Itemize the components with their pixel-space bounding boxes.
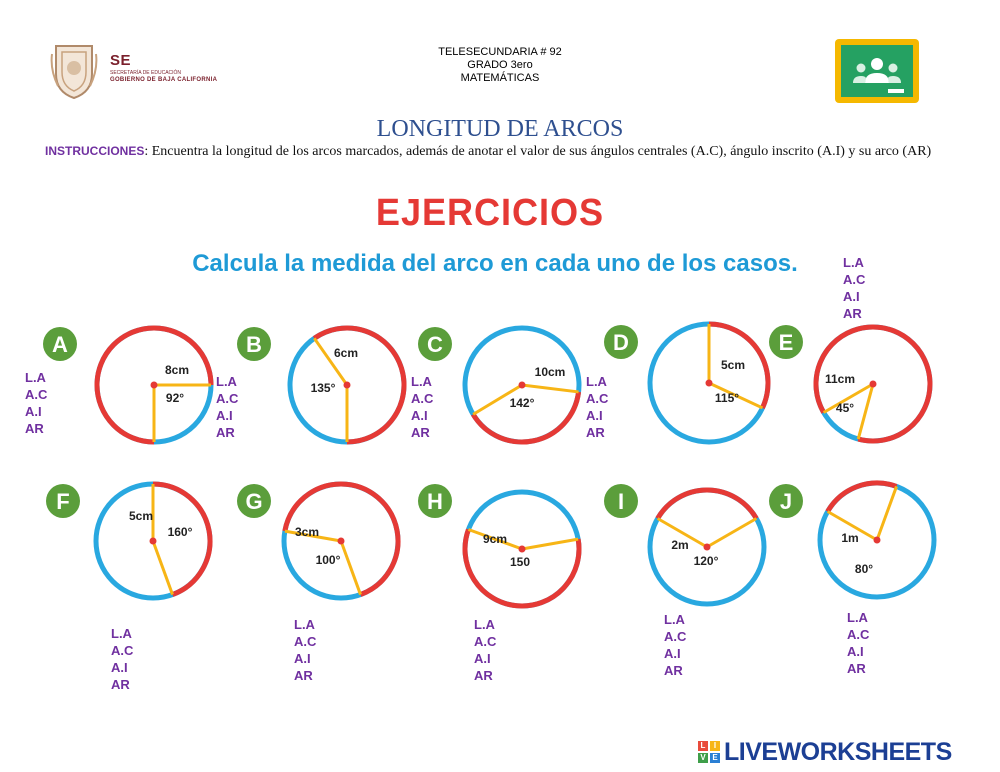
radius-label-j: 1m bbox=[841, 531, 859, 545]
label-ar: AR bbox=[25, 421, 44, 436]
badge-letter-f: F bbox=[56, 489, 70, 514]
center-dot-e bbox=[870, 381, 877, 388]
badge-letter-b: B bbox=[246, 332, 262, 357]
school-name: TELESECUNDARIA # 92 bbox=[438, 46, 562, 58]
center-dot-d bbox=[706, 380, 713, 387]
label-la: L.A bbox=[25, 370, 46, 385]
badge-letter-c: C bbox=[427, 332, 443, 357]
label-ai: A.I bbox=[111, 660, 128, 675]
radius-line-c bbox=[522, 385, 579, 392]
radius-label-h: 9cm bbox=[482, 532, 508, 546]
label-ac: A.C bbox=[474, 634, 497, 649]
radius-label-i: 2m bbox=[671, 538, 689, 552]
answer-labels-b bbox=[216, 373, 238, 441]
badge-letter-a: A bbox=[52, 332, 68, 357]
label-la: L.A bbox=[586, 374, 607, 389]
label-la: L.A bbox=[294, 617, 315, 632]
label-ai: A.I bbox=[216, 408, 233, 423]
badge-letter-i: I bbox=[617, 489, 625, 514]
center-dot-c bbox=[519, 382, 526, 389]
radius-label-d: 5cm bbox=[720, 358, 746, 372]
label-ai: A.I bbox=[411, 408, 428, 423]
arc-i bbox=[658, 490, 757, 519]
brand-square-v: V bbox=[698, 753, 708, 763]
label-la: L.A bbox=[111, 626, 132, 641]
center-dot-f bbox=[150, 538, 157, 545]
label-ar: AR bbox=[664, 663, 683, 678]
angle-label-f: 160° bbox=[167, 525, 193, 539]
label-ar: AR bbox=[294, 668, 313, 683]
se-subtitle: SECRETARÍA DE EDUCACIÓN bbox=[110, 70, 182, 76]
badge-letter-d: D bbox=[613, 330, 629, 355]
radius-line-h bbox=[522, 539, 578, 549]
label-ai: A.I bbox=[664, 646, 681, 661]
label-ac: A.C bbox=[216, 391, 239, 406]
answer-labels-e bbox=[843, 254, 865, 322]
arc-f bbox=[153, 484, 210, 595]
answer-labels-d bbox=[586, 373, 608, 441]
grade-label: GRADO 3ero bbox=[467, 59, 533, 71]
brand-square-e: E bbox=[710, 753, 720, 763]
radius-line-g-2 bbox=[341, 541, 360, 595]
label-ai: A.I bbox=[294, 651, 311, 666]
se-government: GOBIERNO DE BAJA CALIFORNIA bbox=[110, 77, 218, 83]
radius-label-g: 3cm bbox=[294, 525, 320, 539]
label-ar: AR bbox=[216, 425, 235, 440]
radius-label-a: 8cm bbox=[164, 363, 190, 377]
label-ar: AR bbox=[847, 661, 866, 676]
angle-label-g: 100° bbox=[315, 553, 341, 567]
radius-label-f: 5cm bbox=[128, 509, 154, 523]
exercises-title: EJERCICIOS bbox=[375, 192, 605, 234]
label-ac: A.C bbox=[847, 627, 870, 642]
label-la: L.A bbox=[474, 617, 495, 632]
label-ac: A.C bbox=[111, 643, 134, 658]
angle-label-d: 115° bbox=[714, 391, 740, 405]
label-la: L.A bbox=[847, 610, 868, 625]
instructions-label: INSTRUCCIONES bbox=[45, 144, 145, 158]
brand-name: LIVEWORKSHEETS bbox=[724, 738, 952, 766]
angle-label-i: 120° bbox=[693, 554, 719, 568]
label-la: L.A bbox=[411, 374, 432, 389]
badge-letter-j: J bbox=[779, 489, 793, 514]
label-ar: AR bbox=[586, 425, 605, 440]
label-ar: AR bbox=[474, 668, 493, 683]
liveworksheets-logo bbox=[698, 738, 994, 768]
answer-labels-h bbox=[474, 616, 496, 684]
instructions-text: : Encuentra la longitud de los arcos marcados, además de anotar el valor de sus ángulos centrales (A.C), ángulo inscrito (A.I) y su arco (AR) bbox=[144, 144, 932, 159]
brand-square-i: I bbox=[710, 741, 720, 751]
center-dot-j bbox=[874, 537, 881, 544]
answer-labels-f bbox=[111, 625, 133, 693]
subject-label: MATEMÁTICAS bbox=[460, 72, 540, 84]
label-ai: A.I bbox=[474, 651, 491, 666]
radius-line-f-2 bbox=[153, 541, 172, 595]
answer-labels-i bbox=[664, 611, 686, 679]
center-dot-g bbox=[338, 538, 345, 545]
badge-letter-g: G bbox=[245, 489, 263, 514]
label-ac: A.C bbox=[25, 387, 48, 402]
label-ac: A.C bbox=[294, 634, 317, 649]
label-ar: AR bbox=[411, 425, 430, 440]
answer-labels-c bbox=[411, 373, 433, 441]
radius-label-c: 10cm bbox=[534, 365, 566, 379]
badge-letter-e: E bbox=[778, 330, 794, 355]
angle-label-h: 150 bbox=[509, 555, 531, 569]
center-dot-i bbox=[704, 544, 711, 551]
center-dot-a bbox=[151, 382, 158, 389]
answer-labels-g bbox=[294, 616, 316, 684]
label-ac: A.C bbox=[664, 629, 687, 644]
label-ai: A.I bbox=[843, 289, 860, 304]
label-ar: AR bbox=[111, 677, 130, 692]
label-ar: AR bbox=[843, 306, 862, 321]
angle-label-c: 142° bbox=[509, 396, 535, 410]
label-ac: A.C bbox=[411, 391, 434, 406]
label-ac: A.C bbox=[586, 391, 609, 406]
label-ai: A.I bbox=[25, 404, 42, 419]
radius-line-i-2 bbox=[707, 519, 756, 548]
answer-labels-j bbox=[847, 609, 869, 677]
label-ac: A.C bbox=[843, 272, 866, 287]
label-la: L.A bbox=[664, 612, 685, 627]
exercises-subtitle: Calcula la medida del arco en cada uno de los casos. bbox=[192, 250, 798, 277]
center-dot-b bbox=[344, 382, 351, 389]
label-ai: A.I bbox=[847, 644, 864, 659]
badge-letter-h: H bbox=[427, 489, 443, 514]
arc-j bbox=[828, 483, 897, 512]
center-dot-h bbox=[519, 546, 526, 553]
answer-labels-a bbox=[25, 369, 47, 437]
label-la: L.A bbox=[216, 374, 237, 389]
angle-label-j: 80° bbox=[854, 562, 874, 576]
radius-line-j-2 bbox=[877, 486, 896, 540]
se-title: SE bbox=[110, 52, 132, 69]
page-title: LONGITUD DE ARCOS bbox=[376, 116, 624, 142]
radius-label-b: 6cm bbox=[333, 346, 359, 360]
radius-label-e: 11cm bbox=[824, 372, 856, 386]
angle-label-a: 92° bbox=[165, 391, 185, 405]
brand-square-l: L bbox=[698, 741, 708, 751]
angle-label-e: 45° bbox=[835, 401, 855, 415]
angle-label-b: 135° bbox=[310, 381, 336, 395]
label-la: L.A bbox=[843, 255, 864, 270]
label-ai: A.I bbox=[586, 408, 603, 423]
